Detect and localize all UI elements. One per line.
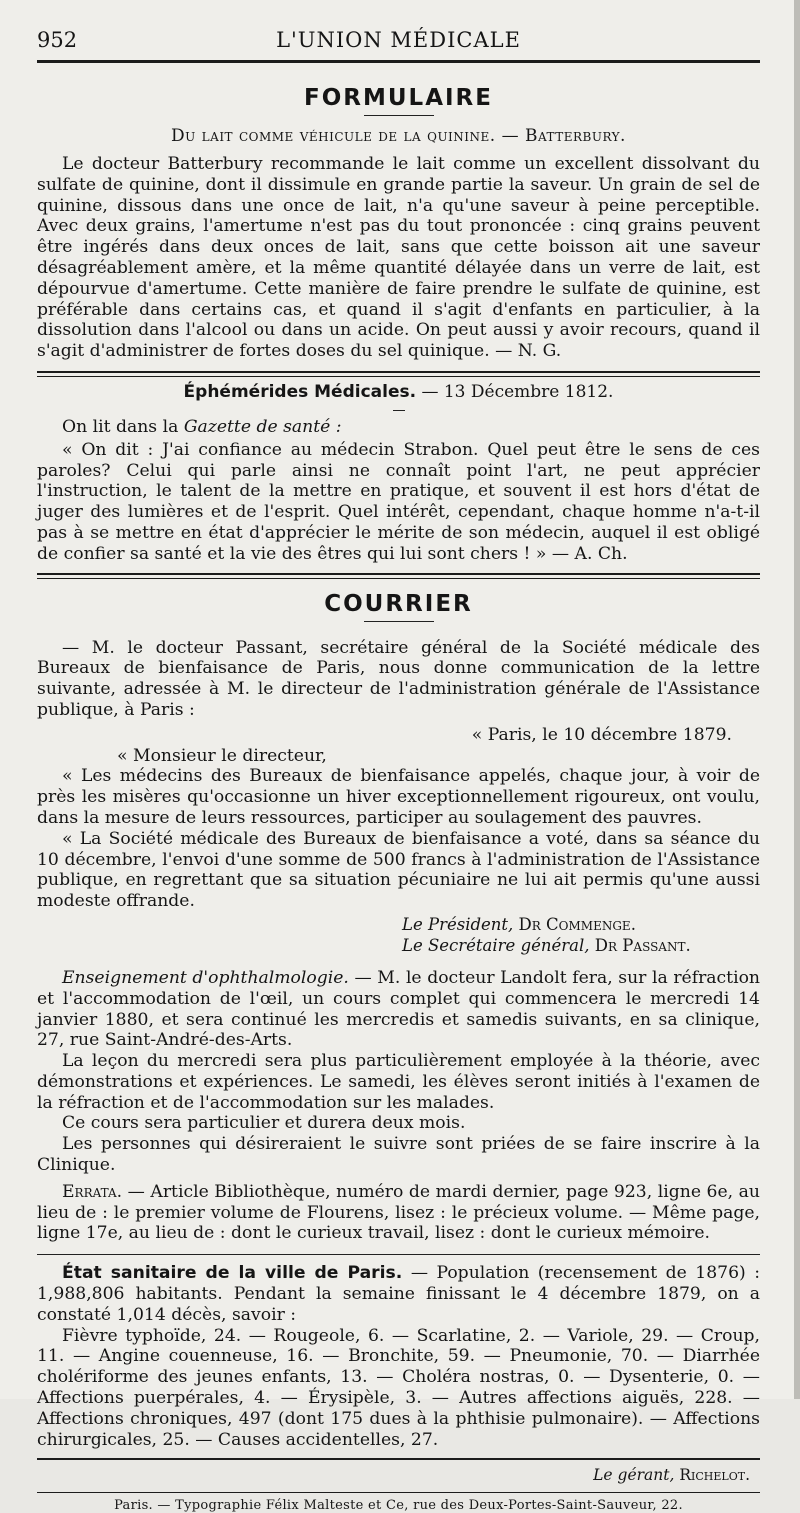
signature-name: Dr Passant.: [589, 935, 691, 955]
ephemerides-section: [37, 382, 760, 565]
enseignement-paragraph: Les personnes qui désireraient le suivre sont priées de se faire inscrire à la Clinique.: [37, 1134, 760, 1176]
page-number: 952: [37, 28, 78, 52]
enseignement-section: [37, 968, 760, 1176]
formulaire-section: [37, 85, 760, 362]
ephemerides-rule: [393, 410, 405, 411]
signature-role: Le Secrétaire général,: [402, 935, 590, 955]
letter-paragraph: « La Société médicale des Bureaux de bienfaisance a voté, dans sa séance du 10 décembre, l'envoi d'une somme de 500 francs à l'administration de l'Assistance publique, en regrettant que sa situation pécuniaire ne lui ait permis qu'une aussi modeste offrande.: [37, 828, 760, 912]
footer-bottom-rule: [37, 1492, 760, 1493]
title-rule: [364, 621, 434, 622]
signature-role: Le Président,: [402, 914, 514, 934]
signature-president: [37, 914, 760, 935]
etat-sanitaire-population: — Population (recensement de 1876) : 1,988,806 habitants. Pendant la semaine finissant le 4 décembre 1879, on a constaté 1,014 décès, savoir :: [37, 1263, 761, 1325]
courrier-section: [37, 591, 760, 956]
signature-name: Dr Commenge.: [513, 914, 636, 934]
ephemerides-source: Gazette de santé :: [183, 416, 342, 437]
etat-sanitaire-section: [37, 1263, 760, 1450]
letter-dateline: « Paris, le 10 décembre 1879.: [471, 724, 732, 745]
courrier-intro: — M. le docteur Passant, secrétaire général de la Société médicale des Bureaux de bienfaisance de Paris, nous donne communication de la lettre suivante, adressée à M. le directeur de l'administration générale de l'Assistance publique, à Paris :: [37, 637, 760, 720]
enseignement-paragraph: [37, 968, 760, 1051]
ephemerides-date: — 13 Décembre 1812.: [416, 381, 614, 402]
etat-sanitaire-intro: [37, 1263, 760, 1325]
gerant-signature: [37, 1466, 760, 1484]
gerant-role: Le gérant,: [593, 1466, 675, 1485]
errata-section: [37, 1182, 760, 1244]
title-rule: [364, 115, 434, 116]
printer-imprint: Paris. — Typographie Félix Malteste et Ce, rue des Deux-Portes-Saint-Sauveur, 22.: [114, 1498, 683, 1513]
footer-rule: [37, 1458, 760, 1460]
signature-secretary: [37, 935, 760, 956]
enseignement-lead: Enseignement d'ophthalmologie.: [62, 967, 349, 988]
enseignement-paragraph: La leçon du mercredi sera plus particulièrement employée à la théorie, avec démonstrations et expériences. Le samedi, les élèves seront initiés à l'examen de la réfraction et de l'accommodation sur les malades.: [37, 1051, 760, 1113]
journal-title: L'UNION MÉDICALE: [276, 28, 521, 52]
enseignement-paragraph: Ce cours sera particulier et durera deux mois.: [62, 1113, 466, 1134]
section-divider: [37, 371, 760, 377]
page-header: [37, 0, 760, 63]
etat-sanitaire-title: État sanitaire de la ville de Paris.: [62, 1263, 403, 1284]
section-divider: [37, 1254, 760, 1255]
ephemerides-intro: [37, 417, 760, 438]
ephemerides-intro-lead: On lit dans la: [62, 416, 184, 437]
ephemerides-quote: « On dit : J'ai confiance au médecin Strabon. Quel peut être le sens de ces paroles? Celui qui parle ainsi ne connaît point l'art, ne peut apprécier l'instruction, le talent de la mettre en pratique, et souvent il est hors d'état de juger des lumières et de l'esprit. Quel intérêt, cependant, chaque homme n'a-t-il pas à se mettre en état d'apprécier le mérite de son médecin, auquel il est obligé de confier sa santé et la vie des êtres qui lui sont chers ! » — A. Ch.: [37, 439, 760, 564]
enseignement-text: — M. le docteur Landolt fera, sur la réfraction et l'accommodation de l'œil, un cours complet qui commencera le mercredi 14 janvier 1880, et sera continué les mercredis et samedis suivants, en sa clinique, 27, rue Saint-André-des-Arts.: [37, 967, 760, 1051]
ephemerides-title: Éphémérides Médicales.: [183, 381, 417, 402]
page-edge: [794, 0, 800, 1399]
letter-salutation: « Monsieur le directeur,: [117, 745, 327, 766]
ephemerides-heading: [37, 382, 760, 402]
etat-sanitaire-details: Fièvre typhoïde, 24. — Rougeole, 6. — Scarlatine, 2. — Variole, 29. — Croup, 11. — Angine couenneuse, 16. — Bronchite, 59. — Pneumonie, 70. — Diarrhée cholériforme des jeunes enfants, 13. — Choléra nostras, 0. — Dysenterie, 0. — Affections puerpérales, 4. — Érysipèle, 3. — Autres affections aiguës, 228. — Affections chroniques, 497 (dont 175 dues à la phthisie pulmonaire). — Affections chirurgicales, 25. — Causes accidentelles, 27.: [37, 1325, 760, 1450]
courrier-title: COURRIER: [324, 590, 473, 617]
errata-lead: Errata.: [62, 1181, 123, 1202]
formulaire-title: FORMULAIRE: [304, 85, 493, 111]
errata-paragraph: [37, 1182, 760, 1244]
formulaire-subtitle: Du lait comme véhicule de la quinine. — Batterbury.: [171, 126, 626, 146]
letter-paragraph: « Les médecins des Bureaux de bienfaisance appelés, chaque jour, à voir de près les misères qu'occasionne un hiver exceptionnellement rigoureux, ont voulu, dans la mesure de leurs ressources, participer au soulagement des pauvres.: [37, 766, 760, 828]
errata-text: — Article Bibliothèque, numéro de mardi dernier, page 923, ligne 6e, au lieu de : le premier volume de Flourens, lisez : le précieux volume. — Même page, ligne 17e, au lieu de : dont le curieux travail, lisez : dont le curieux mémoire.: [37, 1181, 760, 1244]
section-divider: [37, 573, 760, 579]
formulaire-body: Le docteur Batterbury recommande le lait comme un excellent dissolvant du sulfate de quinine, dont il dissimule en grande partie la saveur. Un grain de sel de quinine, dissous dans une once de lait, n'a qu'une saveur à peine perceptible. Avec deux grains, l'amertume n'est pas du tout prononcée : cinq grains peuvent être ingérés dans deux onces de lait, sans que cette boisson ait une saveur désagréablement amère, et la même quantité délayée dans un verre de lait, est dépourvue d'amertume. Cette manière de faire prendre le sulfate de quinine, est préférable dans certains cas, et quand il s'agit d'enfants en particulier, à la dissolution dans l'alcool ou dans un acide. On peut aussi y avoir recours, quand il s'agit d'administrer de fortes doses du sel quinique. — N. G.: [37, 154, 760, 362]
gerant-name: Richelot.: [674, 1466, 750, 1485]
